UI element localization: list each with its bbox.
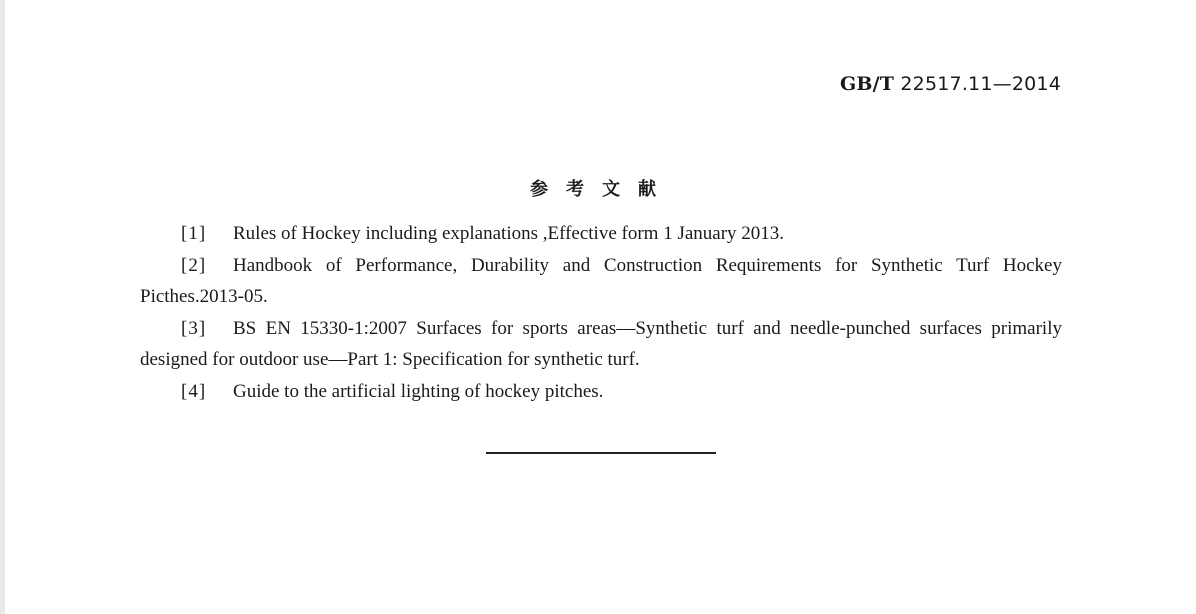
reference-text: Guide to the artificial lighting of hockey pitches. xyxy=(233,380,604,402)
reference-number: [1] xyxy=(181,223,207,244)
reference-list xyxy=(140,218,1062,407)
reference-text: BS EN 15330-1:2007 Surfaces for sports areas—Synthetic turf and needle-punched surfaces primarily designed for outdoor use—Part 1: Specification for synthetic turf. xyxy=(140,317,1062,370)
end-rule xyxy=(486,452,716,454)
reference-text: Handbook of Performance, Durability and Construction Requirements for Synthetic Turf Hockey Picthes.2013-05. xyxy=(140,254,1062,307)
reference-item xyxy=(140,313,1062,376)
reference-number: [4] xyxy=(181,380,207,402)
page-left-edge xyxy=(0,0,5,614)
reference-text: Rules of Hockey including explanations ,Effective form 1 January 2013. xyxy=(233,223,785,244)
reference-number: [2] xyxy=(181,254,207,276)
standard-number: 22517.11—2014 xyxy=(900,73,1061,95)
reference-item xyxy=(140,250,1062,313)
reference-number: [3] xyxy=(181,317,207,339)
reference-item xyxy=(140,218,1062,250)
standard-code xyxy=(840,73,1061,95)
reference-item xyxy=(140,376,1062,408)
section-title: 参考文献 xyxy=(530,179,674,200)
standard-prefix: GB/T xyxy=(839,73,895,95)
